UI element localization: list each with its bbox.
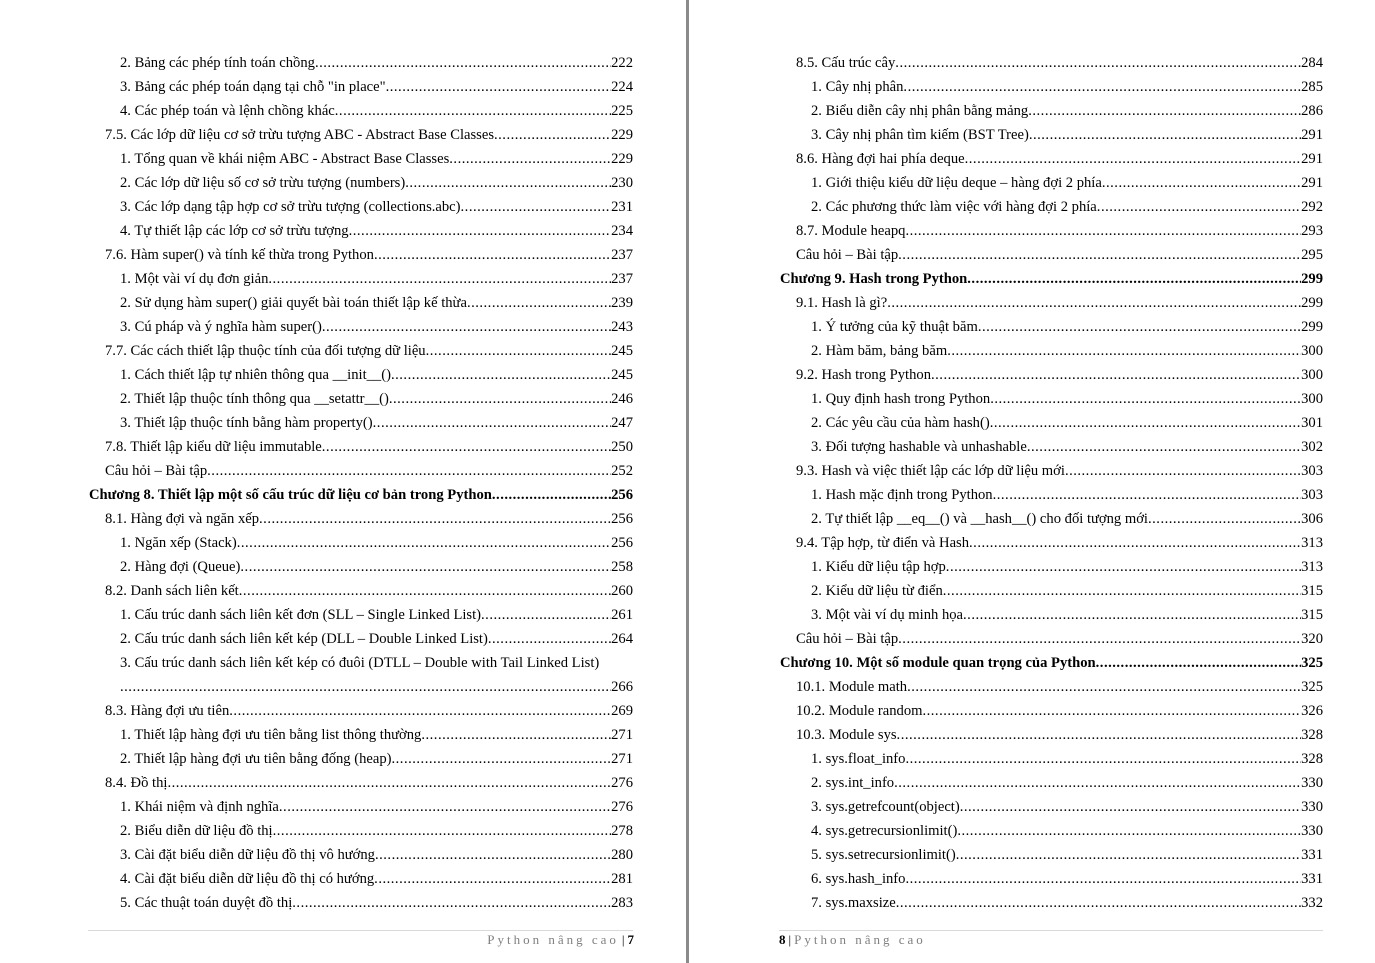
toc-dot-leader [1029,123,1301,147]
toc-entry[interactable] [779,507,1323,531]
toc-dot-leader [391,363,611,387]
toc-entry[interactable] [779,531,1323,555]
toc-entry-title: 8.4. Đồ thị [105,775,168,791]
toc-entry-title: 3. Cây nhị phân tìm kiếm (BST Tree) [811,127,1029,143]
toc-entry[interactable] [88,555,633,579]
toc-entry-title: 3. Một vài ví dụ minh họa [811,607,964,623]
toc-page-number: 303 [1301,463,1323,479]
toc-page-number: 229 [611,151,633,167]
toc-entry-title: 1. Ý tưởng của kỹ thuật băm [811,319,978,335]
toc-entry[interactable] [88,723,633,747]
toc-dot-leader [1096,651,1301,675]
toc-entry-title: 2. Tự thiết lập __eq__() và __hash__() cho đối tượng mới [811,511,1148,527]
toc-entry-title: 7.7. Các cách thiết lập thuộc tính của đối tượng dữ liệu [105,343,426,359]
toc-chapter-entry[interactable] [88,483,633,507]
toc-entry[interactable] [88,123,633,147]
table-of-contents [779,51,1323,915]
toc-page-number: 291 [1301,151,1323,167]
toc-entry-title: 3. Cài đặt biểu diễn dữ liệu đồ thị vô hướng [120,847,375,863]
toc-dot-leader [1148,507,1301,531]
toc-entry[interactable] [779,387,1323,411]
toc-entry-title: 10.2. Module random [796,703,923,719]
toc-entry[interactable] [779,171,1323,195]
toc-dot-leader [887,291,1301,315]
toc-entry-title: 1. sys.float_info [811,751,906,767]
toc-page-number: 260 [611,583,633,599]
toc-chapter-entry[interactable] [779,267,1323,291]
toc-entry[interactable] [779,843,1323,867]
toc-dot-leader [1102,171,1301,195]
toc-entry-title: 2. Hàng đợi (Queue) [120,559,241,575]
toc-entry[interactable] [88,771,633,795]
toc-entry[interactable] [88,51,633,75]
toc-page-number: 258 [611,559,633,575]
toc-dot-leader [315,51,611,75]
toc-dot-leader [373,411,611,435]
toc-page-number: 330 [1301,775,1323,791]
toc-entry-title: 8.7. Module heapq [796,223,906,239]
toc-entry-title: Chương 10. Một số module quan trọng của Python [780,655,1096,671]
toc-entry-title: Câu hỏi – Bài tập [796,631,899,647]
toc-entry[interactable] [779,555,1323,579]
toc-entry[interactable] [88,579,633,603]
toc-entry-title: 2. Các phương thức làm việc với hàng đợi 2 phía [811,199,1097,215]
toc-page-number: 326 [1301,703,1323,719]
toc-page-number: 300 [1301,367,1323,383]
toc-dot-leader [905,747,1301,771]
toc-dot-leader [990,411,1301,435]
toc-entry[interactable] [779,123,1323,147]
toc-page-number: 278 [611,823,633,839]
toc-entry[interactable] [779,675,1323,699]
toc-entry-title: 9.2. Hash trong Python [796,367,931,383]
toc-page-number: 256 [611,487,633,503]
toc-page-number: 299 [1301,319,1323,335]
toc-page-number: 261 [611,607,633,623]
toc-page-number: 325 [1301,679,1323,695]
toc-dot-leader [292,891,611,915]
toc-entry[interactable] [779,699,1323,723]
toc-page-number: 291 [1301,175,1323,191]
toc-dot-leader [957,819,1301,843]
toc-entry[interactable] [88,219,633,243]
toc-page-number: 292 [1301,199,1323,215]
toc-dot-leader [1065,459,1301,483]
toc-dot-leader [907,675,1301,699]
toc-entry[interactable] [779,51,1323,75]
toc-entry-title: 3. Cú pháp và ý nghĩa hàm super() [120,319,322,335]
toc-page-number: 245 [611,343,633,359]
toc-dot-leader [229,699,611,723]
toc-entry[interactable] [779,819,1323,843]
toc-page-number: 237 [611,271,633,287]
footer-title: Python nâng cao [487,932,619,947]
toc-dot-leader [946,555,1301,579]
toc-dot-leader [481,603,611,627]
toc-dot-leader [978,315,1301,339]
toc-page-number: 264 [611,631,633,647]
toc-entry[interactable] [88,147,633,171]
toc-page-number: 230 [611,175,633,191]
toc-entry[interactable] [779,579,1323,603]
toc-dot-leader [943,579,1301,603]
toc-entry-title: 1. Khái niệm và định nghĩa [120,799,279,815]
toc-dot-leader [494,123,611,147]
toc-page-number: 222 [611,55,633,71]
toc-entry[interactable] [779,291,1323,315]
toc-page-number: 299 [1301,271,1323,287]
toc-dot-leader [963,603,1301,627]
toc-entry-title: 2. Thiết lập thuộc tính thông qua __setattr__() [120,391,389,407]
toc-entry[interactable] [88,243,633,267]
footer-separator: | [621,932,625,947]
toc-dot-leader [896,891,1301,915]
toc-entry[interactable] [88,75,633,99]
toc-entry-title: 2. Thiết lập hàng đợi ưu tiên bằng đống (heap) [120,751,392,767]
toc-dot-leader [969,531,1301,555]
toc-entry[interactable] [779,435,1323,459]
toc-page-number: 285 [1301,79,1323,95]
toc-entry[interactable] [779,627,1323,651]
toc-dot-leader [488,627,611,651]
toc-dot-leader [392,747,612,771]
toc-entry[interactable] [88,411,633,435]
toc-page-number: 320 [1301,631,1323,647]
toc-dot-leader [897,723,1302,747]
toc-chapter-entry[interactable] [779,651,1323,675]
toc-entry-title: 1. Giới thiệu kiểu dữ liệu deque – hàng đợi 2 phía [811,175,1102,191]
toc-entry[interactable] [88,507,633,531]
toc-entry-title: 1. Hash mặc định trong Python [811,487,993,503]
toc-page-number: 330 [1301,799,1323,815]
right-page [690,0,1375,963]
toc-page-number: 245 [611,367,633,383]
toc-entry-title: 3. sys.getrefcount(object) [811,799,960,815]
toc-entry-title: 1. Quy định hash trong Python [811,391,991,407]
toc-page-number: 256 [611,535,633,551]
toc-entry[interactable] [88,339,633,363]
toc-page-number: 276 [611,799,633,815]
page-number: 8 [779,932,786,947]
toc-dot-leader [279,795,611,819]
toc-entry-title: 2. Cấu trúc danh sách liên kết kép (DLL – Double Linked List) [120,631,488,647]
toc-dot-leader [449,147,611,171]
toc-entry[interactable] [88,867,633,891]
toc-entry[interactable] [779,195,1323,219]
toc-entry[interactable] [88,459,633,483]
page-gutter [686,0,689,963]
toc-page-number: 328 [1301,751,1323,767]
toc-dot-leader [965,147,1301,171]
toc-entry[interactable] [88,819,633,843]
toc-entry-title: 2. Các lớp dữ liệu số cơ sở trừu tượng (numbers) [120,175,406,191]
toc-entry[interactable] [88,99,633,123]
page-footer [487,932,634,948]
toc-entry-title: 8.3. Hàng đợi ưu tiên [105,703,230,719]
toc-page-number: 291 [1301,127,1323,143]
toc-page-number: 246 [611,391,633,407]
toc-entry-title: 8.5. Cấu trúc cây [796,55,896,71]
toc-entry-title: 4. sys.getrecursionlimit() [811,823,958,839]
page-number: 7 [627,932,634,947]
toc-dot-leader [990,387,1301,411]
toc-entry-title: 1. Một vài ví dụ đơn giản [120,271,269,287]
toc-dot-leader [421,723,611,747]
toc-page-number: 306 [1301,511,1323,527]
toc-page-number: 315 [1301,607,1323,623]
toc-dot-leader [273,819,611,843]
toc-entry-title: 1. Cấu trúc danh sách liên kết đơn (SLL – Single Linked List) [120,607,482,623]
toc-entry-title: 10.1. Module math [796,679,908,695]
toc-entry-title: 3. Các lớp dạng tập hợp cơ sở trừu tượng (collections.abc) [120,199,461,215]
toc-page-number: 325 [1301,655,1323,671]
toc-page-number: 250 [611,439,633,455]
toc-dot-leader [167,771,611,795]
toc-dot-leader [322,315,611,339]
toc-page-number: 281 [611,871,633,887]
toc-entry-title: 7.8. Thiết lập kiểu dữ liệu immutable [105,439,322,455]
toc-page-number: 313 [1301,535,1323,551]
toc-dot-leader [993,483,1302,507]
toc-entry-title: 2. Biểu diễn cây nhị phân bằng mảng [811,103,1029,119]
toc-page-number: 243 [611,319,633,335]
toc-dot-leader [461,195,612,219]
toc-page-number: 239 [611,295,633,311]
toc-dot-leader [240,555,611,579]
toc-dot-leader [1028,99,1301,123]
toc-page-number: 256 [611,511,633,527]
toc-page-number: 293 [1301,223,1323,239]
toc-entry[interactable] [779,99,1323,123]
toc-entry-title: 7.6. Hàm super() và tính kế thừa trong Python [105,247,374,263]
toc-page-number: 269 [611,703,633,719]
toc-dot-leader [386,75,612,99]
toc-entry-title: 1. Cách thiết lập tự nhiên thông qua __init__() [120,367,391,383]
toc-page-number: 225 [611,103,633,119]
toc-dot-leader [956,843,1301,867]
toc-entry-title: 3. Bảng các phép toán dạng tại chỗ "in place" [120,79,386,95]
toc-page-number: 295 [1301,247,1323,263]
toc-page-number: 299 [1301,295,1323,311]
toc-dot-leader [922,699,1301,723]
toc-entry-title: 9.3. Hash và việc thiết lập các lớp dữ liệu mới [796,463,1065,479]
toc-page-number: 234 [611,223,633,239]
footer-divider [88,930,633,931]
toc-dot-leader [492,483,611,507]
toc-dot-leader [349,219,612,243]
toc-entry[interactable] [779,483,1323,507]
toc-entry-title: 4. Tự thiết lập các lớp cơ sở trừu tượng [120,223,349,239]
toc-entry-title: 1. Tổng quan về khái niệm ABC - Abstract Base Classes [120,151,450,167]
toc-page-number: 237 [611,247,633,263]
toc-dot-leader [405,171,611,195]
toc-page-number: 247 [611,415,633,431]
toc-dot-leader [960,795,1301,819]
toc-entry-title: 5. sys.setrecursionlimit() [811,847,956,863]
toc-dot-leader [374,867,611,891]
toc-page-number: 303 [1301,487,1323,503]
toc-entry-title: Chương 9. Hash trong Python [780,271,968,287]
toc-dot-leader [947,339,1301,363]
toc-page-number: 301 [1301,415,1323,431]
toc-dot-leader [207,459,611,483]
toc-page-number: 266 [611,679,633,695]
toc-page-number: 331 [1301,871,1323,887]
toc-page-number: 330 [1301,823,1323,839]
toc-entry[interactable] [88,627,633,651]
toc-entry-title: 1. Ngăn xếp (Stack) [120,535,237,551]
toc-dot-leader [467,291,611,315]
toc-page-number: 302 [1301,439,1323,455]
toc-dot-leader [375,843,611,867]
toc-dot-leader [903,75,1301,99]
toc-dot-leader [1027,435,1301,459]
toc-entry-title: 2. Hàm băm, bảng băm [811,343,948,359]
toc-entry[interactable] [779,771,1323,795]
toc-entry[interactable] [88,891,633,915]
toc-entry[interactable] [88,435,633,459]
toc-dot-leader [1097,195,1301,219]
toc-dot-leader [898,243,1301,267]
footer-title: Python nâng cao [794,932,926,947]
toc-entry[interactable] [779,75,1323,99]
toc-entry-title: 2. Biểu diễn dữ liệu đồ thị [120,823,273,839]
toc-entry-title: 7. sys.maxsize [811,895,896,911]
toc-entry[interactable] [88,843,633,867]
toc-dot-leader [120,675,611,699]
toc-dot-leader [894,771,1301,795]
toc-entry-title: 8.6. Hàng đợi hai phía deque [796,151,965,167]
toc-entry-title: 9.1. Hash là gì? [796,295,888,311]
toc-entry-title: 1. Kiểu dữ liệu tập hợp [811,559,946,575]
toc-entry-title: 5. Các thuật toán duyệt đồ thị [120,895,293,911]
toc-entry[interactable] [88,747,633,771]
toc-entry-title: 3. Thiết lập thuộc tính bằng hàm property() [120,415,373,431]
toc-entry-title: 4. Các phép toán và lệnh chồng khác [120,103,335,119]
toc-dot-leader [905,219,1301,243]
toc-page-number: 300 [1301,391,1323,407]
page-footer [779,932,926,948]
toc-entry-title: 4. Cài đặt biểu diễn dữ liệu đồ thị có hướng [120,871,375,887]
toc-dot-leader [335,99,611,123]
toc-entry[interactable] [779,747,1323,771]
footer-divider [779,930,1323,931]
toc-dot-leader [895,51,1301,75]
toc-entry[interactable] [88,195,633,219]
toc-entry[interactable] [779,363,1323,387]
toc-page-number: 280 [611,847,633,863]
toc-dot-leader [898,627,1301,651]
toc-entry-title: 7.5. Các lớp dữ liệu cơ sở trừu tượng ABC - Abstract Base Classes [105,127,494,143]
toc-entry[interactable] [779,723,1323,747]
toc-entry[interactable] [779,411,1323,435]
toc-entry[interactable] [779,603,1323,627]
toc-page-number: 332 [1301,895,1323,911]
toc-entry-title: 3. Cấu trúc danh sách liên kết kép có đuôi (DTLL – Double with Tail Linked List) [120,655,600,671]
toc-entry[interactable] [779,795,1323,819]
toc-page-number: 331 [1301,847,1323,863]
toc-entry-title: 6. sys.hash_info [811,871,906,887]
toc-entry[interactable] [779,147,1323,171]
toc-page-number: 300 [1301,343,1323,359]
toc-page-number: 283 [611,895,633,911]
toc-dot-leader [374,243,611,267]
toc-page-number: 276 [611,775,633,791]
toc-entry-title: 8.2. Danh sách liên kết [105,583,239,599]
toc-dot-leader [239,579,611,603]
toc-entry[interactable] [88,651,633,699]
toc-page-number: 313 [1301,559,1323,575]
toc-page-number: 328 [1301,727,1323,743]
toc-entry[interactable] [779,219,1323,243]
toc-entry[interactable] [779,891,1323,915]
toc-page-number: 271 [611,751,633,767]
footer-separator: | [788,932,792,947]
toc-entry[interactable] [88,387,633,411]
toc-page-number: 315 [1301,583,1323,599]
toc-dot-leader [426,339,612,363]
toc-entry[interactable] [779,339,1323,363]
toc-entry-title: 2. Sử dụng hàm super() giải quyết bài toán thiết lập kế thừa [120,295,467,311]
toc-page-number: 286 [1301,103,1323,119]
toc-entry-title: Chương 8. Thiết lập một số cấu trúc dữ liệu cơ bản trong Python [89,487,492,503]
toc-entry[interactable] [88,531,633,555]
toc-page-number: 284 [1301,55,1323,71]
toc-entry-title: 1. Thiết lập hàng đợi ưu tiên bằng list thông thường [120,727,422,743]
toc-entry-title: 8.1. Hàng đợi và ngăn xếp [105,511,260,527]
toc-page-number: 231 [611,199,633,215]
table-of-contents [88,51,633,915]
toc-entry[interactable] [88,363,633,387]
toc-entry-title: Câu hỏi – Bài tập [105,463,208,479]
toc-dot-leader [237,531,611,555]
toc-entry[interactable] [88,795,633,819]
toc-page-number: 271 [611,727,633,743]
toc-entry-title: 3. Đối tượng hashable và unhashable [811,439,1027,455]
toc-entry-title: 2. sys.int_info [811,775,895,791]
toc-entry-title: 2. Các yêu cầu của hàm hash() [811,415,990,431]
toc-entry[interactable] [779,459,1323,483]
toc-entry[interactable] [88,291,633,315]
toc-entry-title: Câu hỏi – Bài tập [796,247,899,263]
toc-page-number: 229 [611,127,633,143]
toc-entry[interactable] [88,171,633,195]
toc-entry[interactable] [779,315,1323,339]
toc-dot-leader [905,867,1301,891]
toc-dot-leader [268,267,611,291]
toc-entry[interactable] [779,243,1323,267]
toc-entry[interactable] [88,315,633,339]
toc-page-number: 252 [611,463,633,479]
toc-dot-leader [967,267,1301,291]
toc-dot-leader [259,507,611,531]
toc-page-number: 224 [611,79,633,95]
toc-entry-title: 2. Bảng các phép tính toán chồng [120,55,315,71]
toc-dot-leader [322,435,611,459]
toc-entry-title: 1. Cây nhị phân [811,79,904,95]
toc-entry-title: 2. Kiểu dữ liệu từ điển [811,583,943,599]
toc-dot-leader [931,363,1301,387]
toc-entry-title: 9.4. Tập hợp, từ điển và Hash [796,535,970,551]
toc-entry[interactable] [88,267,633,291]
toc-entry[interactable] [88,603,633,627]
toc-entry-title: 10.3. Module sys [796,727,897,743]
toc-dot-leader [389,387,611,411]
toc-entry[interactable] [88,699,633,723]
toc-entry[interactable] [779,867,1323,891]
